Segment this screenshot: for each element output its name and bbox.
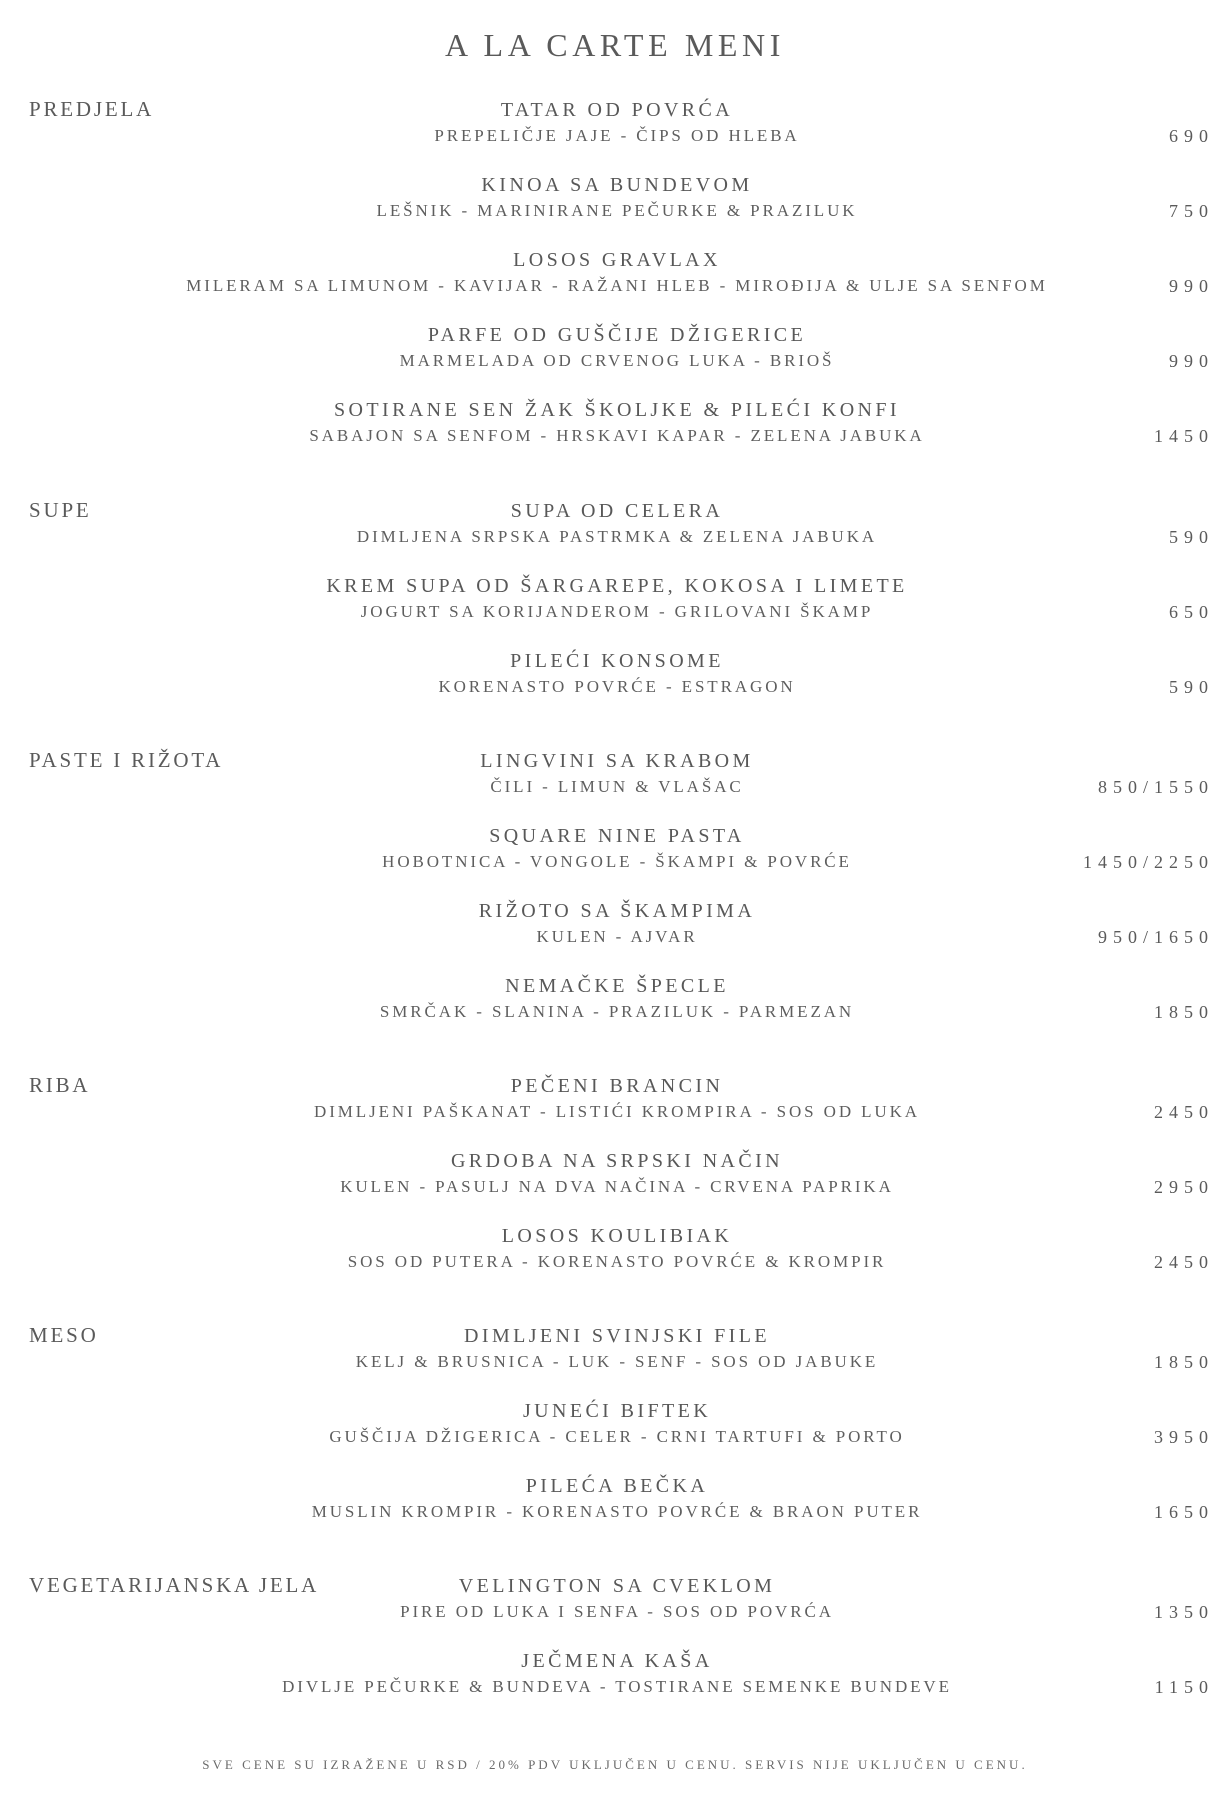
dish-price: 690 [1169, 125, 1214, 146]
dish-description: KULEN - AJVAR [536, 927, 698, 947]
dish-price: 990 [1169, 350, 1214, 371]
section-label: RIBA [29, 1073, 91, 1098]
dish-description: ČILI - LIMUN & VLAŠAC [490, 777, 744, 797]
dish-description: JOGURT SA KORIJANDEROM - GRILOVANI ŠKAMP [360, 602, 874, 622]
dish-name: KREM SUPA OD ŠARGAREPE, KOKOSA I LIMETE [326, 575, 908, 598]
dish-price: 1150 [1154, 1676, 1214, 1697]
dish-name: SUPA OD CELERA [510, 500, 724, 523]
dish-description: PIRE OD LUKA I SENFA - SOS OD POVRĆA [400, 1602, 834, 1622]
dish-description: SABAJON SA SENFOM - HRSKAVI KAPAR - ZELENA JABUKA [309, 426, 925, 446]
dish-price: 850/1550 [1097, 776, 1214, 797]
dish-price: 3950 [1154, 1426, 1214, 1447]
dish-price: 1850 [1154, 1001, 1214, 1022]
dish-name: PILEĆI KONSOME [510, 650, 724, 673]
dish-price: 1450 [1154, 425, 1214, 446]
dish-description: KORENASTO POVRĆE - ESTRAGON [438, 677, 796, 697]
dish-name: LINGVINI SA KRABOM [480, 750, 754, 773]
dish-description: GUŠČIJA DŽIGERICA - CELER - CRNI TARTUFI & PORTO [329, 1427, 905, 1447]
dish-name: TATAR OD POVRĆA [500, 99, 734, 122]
dish-name: SQUARE NINE PASTA [489, 825, 745, 848]
dish-price: 990 [1169, 275, 1214, 296]
dish-name: LOSOS KOULIBIAK [501, 1225, 733, 1248]
dish-name: SOTIRANE SEN ŽAK ŠKOLJKE & PILEĆI KONFI [334, 399, 900, 422]
dish-description: MUSLIN KROMPIR - KORENASTO POVRĆE & BRAON PUTER [311, 1502, 923, 1522]
dish-description: DIMLJENI PAŠKANAT - LISTIĆI KROMPIRA - SOS OD LUKA [314, 1102, 920, 1122]
dish-name: DIMLJENI SVINJSKI FILE [464, 1325, 770, 1348]
dish-price: 1350 [1154, 1601, 1214, 1622]
dish-name: GRDOBA NA SRPSKI NAČIN [450, 1150, 784, 1173]
dish-description: PREPELIČJE JAJE - ČIPS OD HLEBA [434, 126, 800, 146]
dish-name: RIŽOTO SA ŠKAMPIMA [478, 900, 756, 923]
dish-price: 590 [1169, 526, 1214, 547]
dish-price: 2450 [1154, 1251, 1214, 1272]
menu-title: A LA CARTE MENI [445, 27, 785, 63]
dish-price: 2950 [1154, 1176, 1214, 1197]
dish-name: JEČMENA KAŠA [521, 1650, 713, 1673]
section-label: MESO [29, 1323, 99, 1348]
dish-description: SOS OD PUTERA - KORENASTO POVRĆE & KROMPIR [347, 1252, 887, 1272]
dish-price: 750 [1169, 200, 1214, 221]
dish-name: PEČENI BRANCIN [510, 1075, 724, 1098]
dish-price: 1850 [1154, 1351, 1214, 1372]
dish-name: KINOA SA BUNDEVOM [481, 174, 753, 197]
dish-description: DIVLJE PEČURKE & BUNDEVA - TOSTIRANE SEMENKE BUNDEVE [282, 1677, 952, 1697]
dish-description: MILERAM SA LIMUNOM - KAVIJAR - RAŽANI HLEB - MIROĐIJA & ULJE SA SENFOM [186, 276, 1048, 296]
dish-price: 2450 [1154, 1101, 1214, 1122]
dish-name: LOSOS GRAVLAX [513, 249, 721, 272]
dish-price: 650 [1169, 601, 1214, 622]
section-label: PASTE I RIŽOTA [29, 748, 224, 773]
dish-description: DIMLJENA SRPSKA PASTRMKA & ZELENA JABUKA [356, 527, 878, 547]
section-label: PREDJELA [29, 97, 155, 122]
dish-description: HOBOTNICA - VONGOLE - ŠKAMPI & POVRĆE [382, 852, 852, 872]
dish-name: NEMAČKE ŠPECLE [505, 975, 729, 998]
dish-name: VELINGTON SA CVEKLOM [458, 1575, 776, 1598]
dish-description: MARMELADA OD CRVENOG LUKA - BRIOŠ [399, 351, 835, 371]
dish-price: 950/1650 [1097, 926, 1214, 947]
dish-name: JUNEĆI BIFTEK [522, 1400, 712, 1423]
dish-description: KELJ & BRUSNICA - LUK - SENF - SOS OD JABUKE [355, 1352, 879, 1372]
section-label: SUPE [29, 498, 92, 523]
section-label: VEGETARIJANSKA JELA [29, 1573, 320, 1598]
dish-description: SMRČAK - SLANINA - PRAZILUK - PARMEZAN [379, 1002, 855, 1022]
dish-price: 1650 [1154, 1501, 1214, 1522]
dish-name: PILEĆA BEČKA [525, 1475, 709, 1498]
dish-description: KULEN - PASULJ NA DVA NAČINA - CRVENA PAPRIKA [340, 1177, 894, 1197]
dish-price: 1450/2250 [1082, 851, 1214, 872]
dish-description: LEŠNIK - MARINIRANE PEČURKE & PRAZILUK [376, 201, 858, 221]
dish-price: 590 [1169, 676, 1214, 697]
pricing-footnote: SVE CENE SU IZRAŽENE U RSD / 20% PDV UKLJUČEN U CENU. SERVIS NIJE UKLJUČEN U CENU. [202, 1757, 1028, 1772]
dish-name: PARFE OD GUŠČIJE DŽIGERICE [427, 324, 807, 347]
